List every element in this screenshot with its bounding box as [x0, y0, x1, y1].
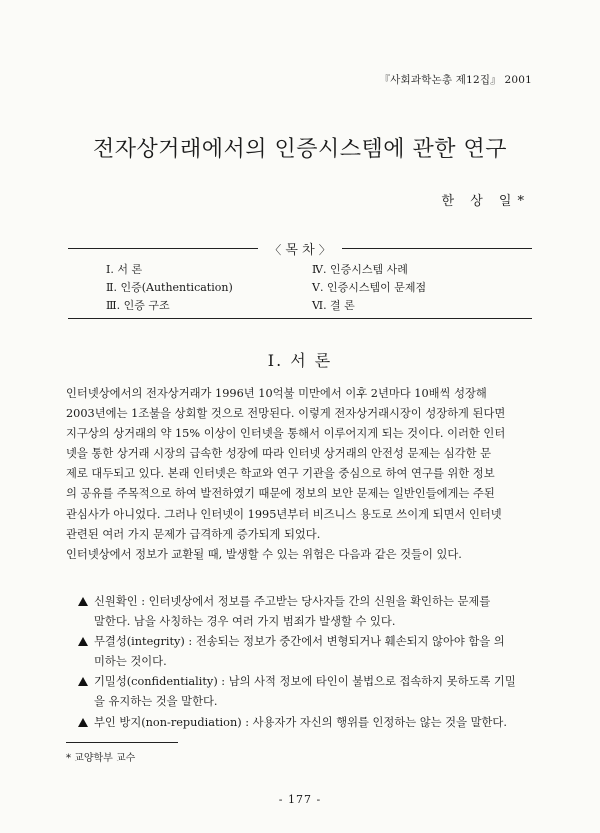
body-paragraph: [66, 384, 533, 565]
body-line: 인터넷상에서의 전자상거래가 1996년 10억불 미만에서 이후 2년마다 10배씩 성장해: [66, 387, 487, 400]
list-item-line: 말한다. 남을 사칭하는 경우 여러 가지 범죄가 발생할 수 있다.: [94, 615, 396, 629]
toc-heading-close-bracket: 〉: [318, 243, 331, 257]
list-item-line: 미하는 것이다.: [94, 655, 167, 669]
body-line: 지구상의 상거래의 약 15% 이상이 인터넷을 통해서 이루어지게 되는 것이다. 이러한 인터: [66, 427, 506, 441]
toc-item: Ⅳ. 인증시스템 사례: [312, 263, 408, 276]
list-item-line: 부인 방지(non-repudiation) : 사용자가 자신의 행위를 인정하는 않는 것을 말한다.: [94, 715, 507, 729]
list-item: [78, 592, 538, 632]
body-line: 의 공유를 주목적으로 하여 발전하였기 때문에 정보의 보안 문제는 일반인들에게는 주된: [66, 487, 495, 501]
toc-bottom-rule: [68, 318, 532, 319]
list-item-line: 기밀성(confidentiality) : 남의 사적 정보에 타인이 불법으로 접속하지 못하도록 기밀: [94, 675, 516, 689]
triangle-bullet-icon: [78, 597, 88, 606]
body-line: 제로 대두되고 있다. 본래 인터넷은 학교와 연구 기관을 중심으로 하여 연구를 위한 정보: [66, 467, 495, 481]
journal-header: 『사회과학논총 제12집』 2001: [379, 74, 532, 86]
section-heading: Ⅰ. 서 론: [267, 351, 333, 370]
list-item-line: 을 유지하는 것을 말한다.: [94, 695, 218, 709]
risk-list: [78, 592, 538, 733]
footnote: * 교양학부 교수: [66, 753, 136, 764]
toc-item: Ⅵ. 결 론: [312, 299, 355, 312]
body-line: 인터넷상에서 정보가 교환될 때, 발생할 수 있는 위험은 다음과 같은 것들이 있다.: [66, 547, 462, 561]
triangle-bullet-icon: [78, 718, 88, 727]
body-line: 관심사가 아니었다. 그러나 인터넷이 1995년부터 비즈니스 용도로 쓰이게 되면서 인터넷: [66, 507, 502, 521]
toc-heading-open-bracket: 〈: [269, 243, 282, 257]
list-item: [78, 713, 538, 733]
paper-title: 전자상거래에서의 인증시스템에 관한 연구: [92, 137, 508, 162]
author-name: 한 상 일*: [441, 194, 530, 209]
body-line: 넷을 통한 상거래 시장의 급속한 성장에 따라 인터넷 상거래의 안전성 문제는 심각한 문: [66, 447, 492, 461]
toc-item: Ⅰ. 서 론: [106, 263, 143, 276]
table-of-contents: [68, 243, 532, 318]
toc-item: Ⅴ. 인증시스템이 문제점: [312, 281, 427, 294]
toc-heading-text: 목 차: [285, 243, 315, 258]
triangle-bullet-icon: [78, 637, 88, 646]
toc-item: Ⅱ. 인증(Authentication): [106, 281, 233, 294]
body-line: 2003년에는 1조불을 상회할 것으로 전망된다. 이렇게 전자상거래시장이 성장하게 된다면: [66, 407, 506, 421]
list-item-line: 무결성(integrity) : 전송되는 정보가 중간에서 변형되거나 훼손되지 않아야 함을 의: [94, 635, 505, 649]
triangle-bullet-icon: [78, 677, 88, 686]
list-item: [78, 632, 538, 672]
page-number: - 177 -: [278, 793, 322, 806]
list-item: [78, 672, 538, 712]
toc-column-left: [106, 261, 233, 315]
toc-column-right: [312, 261, 426, 315]
toc-item: Ⅲ. 인증 구조: [106, 299, 170, 312]
body-line: 관련된 여러 가지 문제가 급격하게 증가되게 되었다.: [66, 527, 321, 541]
toc-heading: [68, 239, 532, 258]
footnote-rule: [66, 742, 178, 743]
list-item-line: 신원확인 : 인터넷상에서 정보를 주고받는 당사자들 간의 신원을 확인하는 문제를: [94, 595, 491, 608]
